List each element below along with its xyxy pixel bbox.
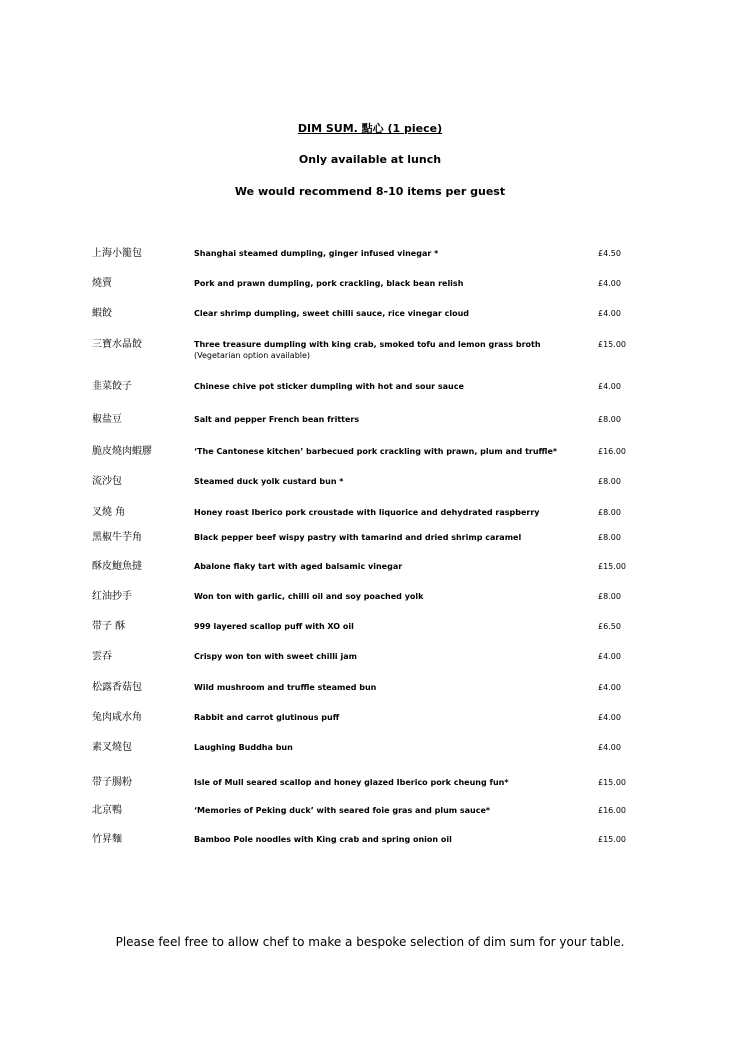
- item-chinese-name: 酥皮鮑魚撻: [92, 561, 142, 572]
- item-chinese-name: 带子腸粉: [92, 777, 132, 788]
- item-price: £15.00: [598, 340, 626, 349]
- item-description: ‘Memories of Peking duck’ with seared foie gras and plum sauce*: [194, 806, 491, 815]
- item-price: £8.00: [598, 592, 621, 601]
- item-price: £15.00: [598, 562, 626, 571]
- item-chinese-name: 北京鴨: [92, 805, 122, 816]
- item-price: £4.00: [598, 743, 621, 752]
- recommendation-note: We would recommend 8-10 items per guest: [234, 185, 506, 198]
- item-description: Three treasure dumpling with king crab, smoked tofu and lemon grass broth: [194, 340, 541, 349]
- item-chinese-name: 三寶水晶餃: [92, 339, 142, 350]
- item-chinese-name: 上海小籠包: [92, 248, 142, 259]
- item-price: £4.00: [598, 309, 621, 318]
- item-chinese-name: 带子 酥: [92, 621, 126, 632]
- item-price: £4.00: [598, 683, 621, 692]
- item-description: Isle of Mull seared scallop and honey glazed Iberico pork cheung fun*: [194, 778, 509, 787]
- item-price: £15.00: [598, 778, 626, 787]
- item-description: Shanghai steamed dumpling, ginger infused vinegar *: [194, 249, 439, 258]
- item-price: £15.00: [598, 835, 626, 844]
- item-chinese-name: 兔肉咸水角: [92, 712, 142, 723]
- item-chinese-name: 叉燒 角: [92, 507, 126, 518]
- item-description: Salt and pepper French bean fritters: [194, 415, 360, 424]
- item-chinese-name: 脆皮燒肉蝦膠: [92, 446, 152, 457]
- item-chinese-name: 素叉燒包: [92, 742, 132, 753]
- item-price: £4.00: [598, 279, 621, 288]
- item-price: £4.00: [598, 652, 621, 661]
- item-chinese-name: 椒盐豆: [92, 414, 122, 425]
- item-description: Crispy won ton with sweet chilli jam: [194, 652, 357, 661]
- item-price: £8.00: [598, 533, 621, 542]
- item-price: £4.50: [598, 249, 621, 258]
- item-description: Black pepper beef wispy pastry with tamarind and dried shrimp caramel: [194, 533, 522, 542]
- item-price: £4.00: [598, 713, 621, 722]
- item-price: £8.00: [598, 477, 621, 486]
- item-price: £4.00: [598, 382, 621, 391]
- item-price: £16.00: [598, 447, 626, 456]
- item-price: £6.50: [598, 622, 621, 631]
- item-chinese-name: 流沙包: [92, 476, 122, 487]
- item-chinese-name: 黑椒牛芋角: [92, 532, 142, 543]
- item-description: Bamboo Pole noodles with King crab and spring onion oil: [194, 835, 452, 844]
- item-description: Abalone flaky tart with aged balsamic vinegar: [194, 562, 403, 571]
- availability-note: Only available at lunch: [298, 153, 442, 166]
- item-description: Honey roast Iberico pork croustade with liquorice and dehydrated raspberry: [194, 508, 540, 517]
- item-note: (Vegetarian option available): [194, 351, 311, 360]
- item-description: Won ton with garlic, chilli oil and soy poached yolk: [194, 592, 424, 601]
- item-chinese-name: 松露香菇包: [92, 682, 142, 693]
- item-description: Wild mushroom and truffle steamed bun: [194, 683, 377, 692]
- item-price: £16.00: [598, 806, 626, 815]
- item-price: £8.00: [598, 415, 621, 424]
- footer-note: Please feel free to allow chef to make a bespoke selection of dim sum for your table.: [115, 935, 625, 949]
- item-description: Rabbit and carrot glutinous puff: [194, 713, 340, 722]
- item-description: Clear shrimp dumpling, sweet chilli sauce, rice vinegar cloud: [194, 309, 470, 318]
- item-description: Pork and prawn dumpling, pork crackling, black bean relish: [194, 279, 464, 288]
- menu-title: DIM SUM. 點心 (1 piece): [297, 122, 443, 135]
- item-chinese-name: 蝦餃: [92, 308, 112, 319]
- item-description: ‘The Cantonese kitchen’ barbecued pork crackling with prawn, plum and truffle*: [194, 447, 558, 456]
- item-description: Chinese chive pot sticker dumpling with hot and sour sauce: [194, 382, 464, 391]
- item-description: 999 layered scallop puff with XO oil: [194, 622, 354, 631]
- item-chinese-name: 竹昇麵: [92, 834, 122, 845]
- item-description: Laughing Buddha bun: [194, 743, 293, 752]
- item-chinese-name: 燒賣: [92, 278, 112, 289]
- item-description: Steamed duck yolk custard bun *: [194, 477, 344, 486]
- item-chinese-name: 红油抄手: [92, 591, 132, 602]
- item-chinese-name: 雲吞: [92, 651, 112, 662]
- item-price: £8.00: [598, 508, 621, 517]
- item-chinese-name: 韭菜餃子: [92, 381, 132, 392]
